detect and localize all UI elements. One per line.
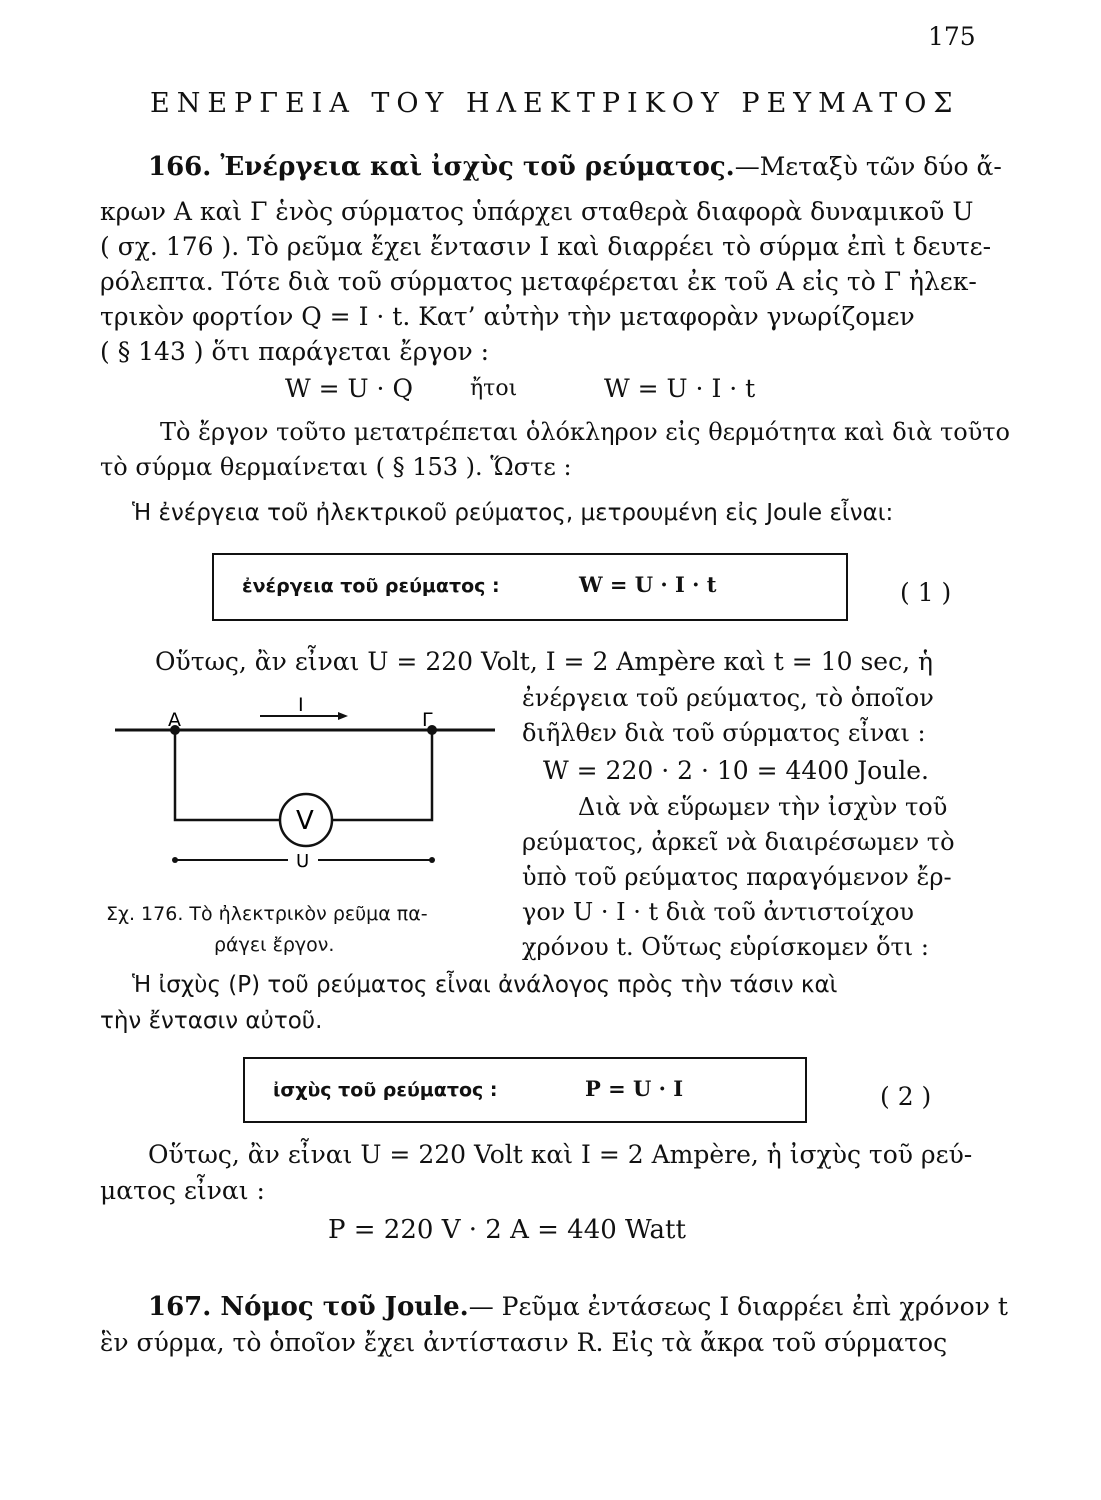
label-i: I (298, 694, 304, 716)
current-arrowhead (338, 712, 348, 720)
page-number: 175 (928, 22, 976, 51)
paragraph-line: —Μεταξὺ τῶν δύο ἄ- (734, 152, 1002, 181)
section-167-first-line (148, 1292, 1008, 1322)
equation-connector: ἤτοι (470, 376, 518, 401)
example-energy-line: Οὕτως, ἂν εἶναι U = 220 Volt, I = 2 Ampère καὶ t = 10 sec, ἡ (155, 647, 933, 676)
figure-176-circuit (100, 690, 510, 905)
paragraph-line: ὑπὸ τοῦ ρεύματος παραγόμενον ἔρ- (522, 863, 952, 891)
paragraph-line: ρεύματος, ἀρκεῖ νὰ διαιρέσωμεν τὸ (522, 828, 955, 856)
equation-work-q: W = U · Q (285, 374, 413, 403)
figure-caption-line: ράγει ἔργον. (214, 934, 335, 956)
voltmeter-label: V (296, 806, 314, 836)
power-statement: Ἡ ἰσχὺς (P) τοῦ ρεύματος εἶναι ἀνάλογος πρὸς τὴν τάσιν καὶ (132, 972, 838, 998)
power-formula: P = U · I (585, 1076, 684, 1101)
equation-energy-example: W = 220 · 2 · 10 = 4400 Joule. (543, 756, 929, 785)
paragraph-line: ( § 143 ) ὅτι παράγεται ἔργον : (100, 337, 490, 366)
energy-formula: W = U · I · t (579, 572, 717, 597)
paragraph-line: ( σχ. 176 ). Τὸ ρεῦμα ἔχει ἔντασιν I καὶ διαρρέει τὸ σύρμα ἐπὶ t δευτε- (100, 232, 992, 261)
paragraph-line: — Ρεῦμα ἐντάσεως I διαρρέει ἐπὶ χρόνον t (468, 1292, 1008, 1321)
paragraph-line: τρικὸν φορτίον Q = I · t. Κατ’ αὐτὴν τὴν μεταφορὰν γνωρίζομεν (100, 302, 915, 331)
paragraph-line: Διὰ νὰ εὕρωμεν τὴν ἰσχὺν τοῦ (578, 793, 948, 821)
energy-formula-label: ἐνέργεια τοῦ ρεύματος : (242, 575, 500, 597)
paragraph-line: χρόνου t. Οὕτως εὑρίσκομεν ὅτι : (522, 933, 929, 961)
paragraph-line: ἓν σύρμα, τὸ ὁποῖον ἔχει ἀντίστασιν R. Εἰς τὰ ἄκρα τοῦ σύρματος (100, 1328, 948, 1357)
label-a: A (168, 709, 181, 731)
paragraph-line: ρόλεπτα. Τότε διὰ τοῦ σύρματος μεταφέρεται ἐκ τοῦ Α εἰς τὸ Γ ἠλεκ- (100, 267, 977, 296)
energy-statement: Ἡ ἐνέργεια τοῦ ἠλεκτρικοῦ ρεύματος, μετρουμένη εἰς Joule εἶναι: (132, 500, 894, 526)
equation-number-2: ( 2 ) (880, 1082, 932, 1111)
equation-work-uit: W = U · I · t (604, 374, 756, 403)
label-g: Γ (422, 709, 433, 731)
dim-dot-left (172, 857, 178, 863)
equation-number-1: ( 1 ) (900, 578, 952, 607)
voltage-label: U (296, 851, 310, 872)
example-power-line: ματος εἶναι : (100, 1176, 265, 1205)
paragraph-line: διῆλθεν διὰ τοῦ σύρματος εἶναι : (522, 719, 926, 747)
energy-formula-box (212, 553, 848, 621)
paragraph-line: ἐνέργεια τοῦ ρεύματος, τὸ ὁποῖον (522, 684, 934, 712)
section-166-first-line (148, 152, 1002, 182)
section-167-heading: 167. Νόμος τοῦ Joule. (148, 1292, 469, 1322)
voltmeter-wire-right (332, 730, 432, 820)
equation-power-example: P = 220 V · 2 A = 440 Watt (328, 1215, 686, 1245)
dim-dot-right (429, 857, 435, 863)
power-formula-label: ἰσχὺς τοῦ ρεύματος : (273, 1079, 498, 1101)
paragraph-line: τὸ σύρμα θερμαίνεται ( § 153 ). Ὥστε : (100, 453, 572, 481)
section-166-heading: 166. Ἐνέργεια καὶ ἰσχὺς τοῦ ρεύματος. (148, 152, 735, 182)
power-statement: τὴν ἔντασιν αὐτοῦ. (100, 1008, 323, 1034)
chapter-title: ΕΝΕΡΓΕΙΑ ΤΟΥ ΗΛΕΚΤΡΙΚΟΥ ΡΕΥΜΑΤΟΣ (150, 88, 960, 119)
figure-caption-line: Σχ. 176. Τὸ ἠλεκτρικὸν ρεῦμα πα- (106, 903, 428, 925)
paragraph-line: Τὸ ἔργον τοῦτο μετατρέπεται ὁλόκληρον εἰς θερμότητα καὶ διὰ τοῦτο (160, 418, 1011, 446)
example-power-line: Οὕτως, ἂν εἶναι U = 220 Volt καὶ I = 2 Ampère, ἡ ἰσχὺς τοῦ ρεύ- (148, 1140, 973, 1169)
paragraph-line: γον U · I · t διὰ τοῦ ἀντιστοίχου (522, 898, 914, 926)
power-formula-box (243, 1057, 807, 1123)
paragraph-line: κρων Α καὶ Γ ἑνὸς σύρματος ὑπάρχει σταθερὰ διαφορὰ δυναμικοῦ U (100, 197, 974, 226)
voltmeter-wire-left (175, 730, 280, 820)
